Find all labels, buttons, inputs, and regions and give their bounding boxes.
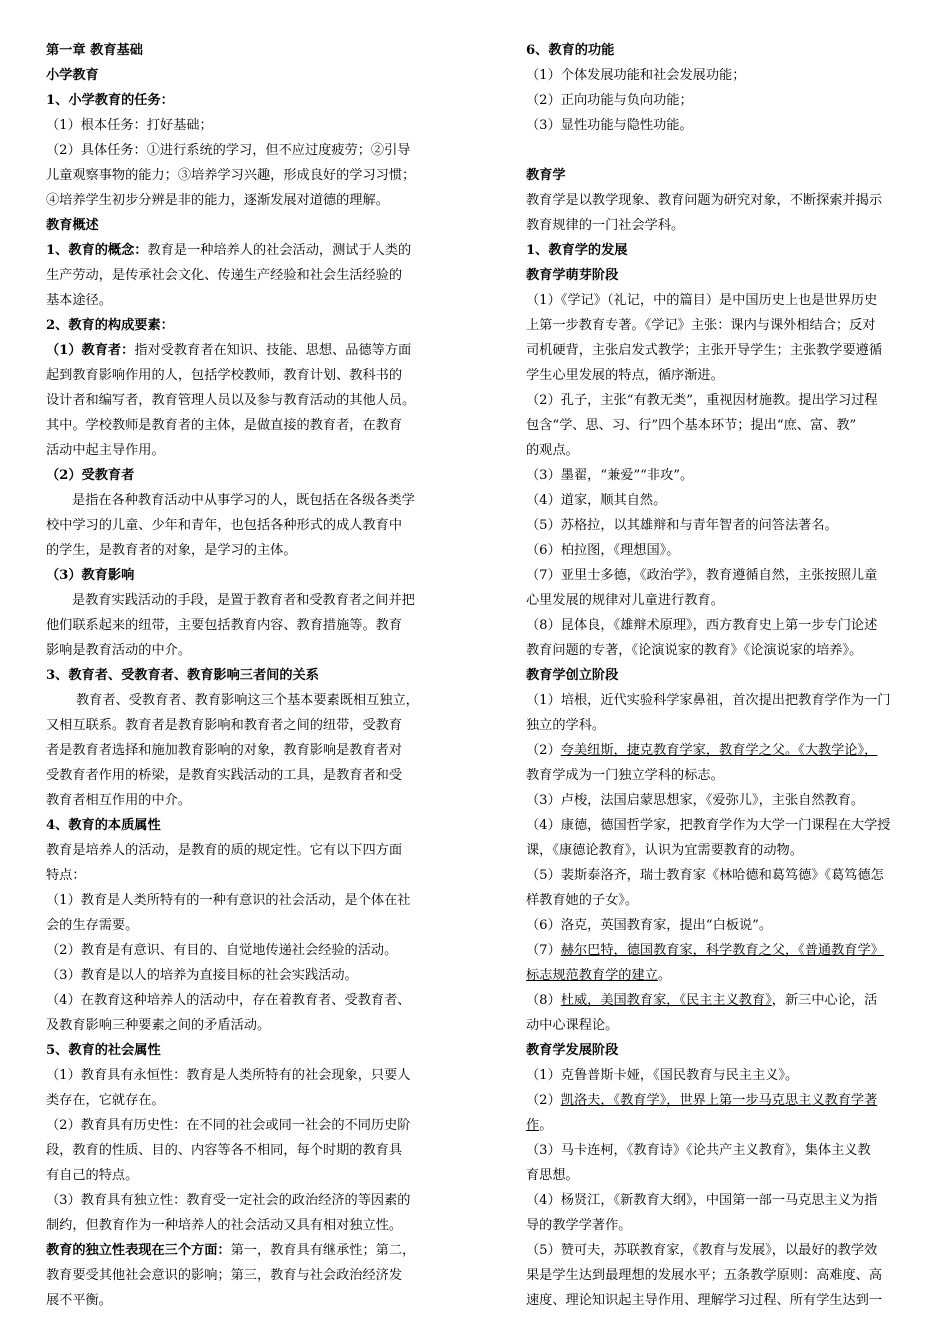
text-line: 样教育她的子女》。 [526,893,639,908]
section-heading: 教育学创立阶段 [526,668,619,683]
text-line: （1）克鲁普斯卡娅，《国民教育与民主主义》。 [526,1068,799,1083]
left-column [46,38,451,1313]
underlined-text: 作 [526,1118,540,1133]
text-line: 教育者相互作用的中介。 [46,793,192,808]
section-heading: 3、教育者、受教育者、教育影响三者间的关系 [46,668,319,683]
line-text: ，新三中心论，活 [771,993,878,1008]
text-line: 起到教育影响作用的人，包括学校教师，教育计划、教科书的 [46,368,403,383]
text-line: 影响是教育活动的中介。 [46,643,192,658]
text-line: 生产劳动，是传承社会文化、传递生产经验和社会生活经验的 [46,268,403,283]
inline-heading: （1）教育者： [46,343,135,358]
underlined-text: 赫尔巴特，德国教育家，科学教育之父，《普通教育学》 [560,943,884,958]
text-line: （3）卢梭，法国启蒙思想家，《爱弥儿》，主张自然教育。 [526,793,865,808]
text-line: （5）赞可夫，苏联教育家，《教育与发展》，以最好的教学效 [526,1243,878,1258]
text-line: （7）亚里士多德，《政治学》，教育遵循自然，主张按照儿童 [526,568,878,583]
text-line: 他们联系起来的纽带，主要包括教育内容、教育措施等。教育 [46,618,403,633]
text-line [46,1238,451,1263]
text-line: 育思想。 [526,1168,579,1183]
text-line: 学生心里发展的特点，循序渐进。 [526,368,724,383]
text-line: （1）教育具有永恒性：教育是人类所特有的社会现象，只要人 [46,1068,411,1083]
text-line: （6）柏拉图，《理想国》。 [526,543,680,558]
text-line: 果是学生达到最理想的发展水平；五条教学原则：高难度、高 [526,1268,883,1283]
line-text: 指对受教育者在知识、技能、思想、品德等方面 [134,343,412,358]
inline-heading: 教育的独立性表现在三个方面： [46,1243,231,1258]
text-line: （3）墨翟，“兼爱”“非攻”。 [526,468,694,483]
line-text: （7） [526,943,561,958]
text-line: 导的教学学著作。 [526,1218,632,1233]
text-line: 基本途径。 [46,293,112,308]
text-line: 课，《康德论教育》，认识为宜需要教育的动物。 [526,843,803,858]
text-line: （3）教育是以人的培养为直接目标的社会实践活动。 [46,968,358,983]
text-line: 独立的学科。 [526,718,606,733]
underlined-text: 夸美纽斯，捷克教育学家，教育学之父。《大教学论》， [560,743,878,758]
section-heading: 教育学发展阶段 [526,1043,619,1058]
text-line: 会的生存需要。 [46,918,139,933]
text-line: 又相互联系。教育者是教育影响和教育者之间的纽带，受教育 [46,718,403,733]
text-line: （5）裴斯泰洛齐，瑞士教育家《林哈德和葛笃德》《葛笃德怎 [526,868,884,883]
section-heading: 教育概述 [46,218,99,233]
text-line: 包含“学、思、习、行”四个基本环节；提出“庶、富、教” [526,418,857,433]
text-line: 心里发展的规律对儿童进行教育。 [526,593,724,608]
underlined-text: 凯洛夫，《教育学》，世界上第一步马克思主义教育学著 [560,1093,878,1108]
text-line: 及教育影响三种要素之间的矛盾活动。 [46,1018,271,1033]
text-line [526,738,924,763]
section-heading: 4、教育的本质属性 [46,818,161,833]
text-line: 教育规律的一门社会学科。 [526,218,685,233]
text-line [526,938,924,963]
text-line: 教育学是以教学现象、教育问题为研究对象，不断探索并揭示 [526,193,883,208]
text-line: （6）洛克，英国教育家，提出“白板说”。 [526,918,773,933]
text-line: 有自己的特点。 [46,1168,139,1183]
text-line: 司机硬背，主张启发式教学；主张开导学生；主张教学要遵循 [526,343,883,358]
text-line: 展不平衡。 [46,1293,112,1308]
text-line: （2）教育是有意识、有目的、自觉地传递社会经验的活动。 [46,943,398,958]
text-line [526,963,924,988]
section-heading: 2、教育的构成要素： [46,318,174,333]
text-line: （3）马卡连柯，《教育诗》《论共产主义教育》，集体主义教 [526,1143,871,1158]
text-line: 是教育实践活动的手段，是置于教育者和受教育者之间并把 [72,593,415,608]
section-heading: 5、教育的社会属性 [46,1043,161,1058]
text-line: 类存在，它就存在。 [46,1093,165,1108]
section-heading: 第一章 教育基础 [46,43,143,58]
text-line: 上第一步教育专著。《学记》主张：课内与课外相结合；反对 [526,318,876,333]
section-heading: （2）受教育者 [46,468,135,483]
text-line: （1）教育是人类所特有的一种有意识的社会活动，是个体在社 [46,893,411,908]
text-line: 设计者和编写者，教育管理人员以及参与教育活动的其他人员。 [46,393,416,408]
text-line: （2）孔子，主张“有教无类”，重视因材施教。提出学习过程 [526,393,878,408]
text-line: （4）康德，德国哲学家，把教育学作为大学一门课程在大学授 [526,818,891,833]
text-line: 是指在各种教育活动中从事学习的人，既包括在各级各类学 [72,493,415,508]
line-text: （8） [526,993,561,1008]
text-line: 其中。学校教师是教育者的主体，是做直接的教育者，在教育 [46,418,403,433]
line-text: 第一，教育具有继承性；第二， [230,1243,416,1258]
text-line: 教育要受其他社会意识的影响；第三，教育与社会政治经济发 [46,1268,403,1283]
line-text: 。 [657,968,672,983]
text-line: 特点： [46,868,86,883]
text-line [526,988,924,1013]
text-line: 段，教育的性质、目的、内容等各不相同，每个时期的教育具 [46,1143,403,1158]
section-heading: 教育学萌芽阶段 [526,268,619,283]
text-line: （3）教育具有独立性：教育受一定社会的政治经济的等因素的 [46,1193,411,1208]
text-line [46,238,451,263]
text-line: （4）杨贤江，《新教育大纲》，中国第一部一马克思主义为指 [526,1193,878,1208]
line-text: 。 [539,1118,553,1133]
blank-line [526,138,924,163]
text-line: （2）正向功能与负向功能； [526,93,693,108]
text-line: 教育学成为一门独立学科的标志。 [526,768,724,783]
text-line: 动中心课程论。 [526,1018,619,1033]
text-line: （1）个体发展功能和社会发展功能； [526,68,746,83]
underlined-text: 标志规范教育学的建立 [526,968,658,983]
text-line: 的观点。 [526,443,579,458]
text-line: （4）道家，顺其自然。 [526,493,667,508]
line-text: 教育是一种培养人的社会活动，测试于人类的 [147,243,412,258]
inline-heading: 1、教育的概念： [46,243,148,258]
text-line: 教育问题的专著，《论演说家的教育》《论演说家的培养》。 [526,643,863,658]
text-line: （1）《学记》（礼记，中的篇目）是中国历史上也是世界历史 [526,293,878,308]
text-line: （2）教育具有历史性：在不同的社会或同一社会的不同历史阶 [46,1118,411,1133]
section-heading: （3）教育影响 [46,568,135,583]
text-line: 的学生，是教育者的对象，是学习的主体。 [46,543,297,558]
text-line [526,1113,924,1138]
text-line [526,1088,924,1113]
text-line: 儿童观察事物的能力；③培养学习兴趣，形成良好的学习习惯； [46,168,416,183]
text-line: （1）根本任务：打好基础； [46,118,213,133]
text-line: 者是教育者选择和施加教育影响的对象，教育影响是教育者对 [46,743,403,758]
right-column [526,38,924,1313]
text-line: ④培养学生初步分辨是非的能力，逐渐发展对道德的理解。 [46,193,389,208]
text-line: 活动中起主导作用。 [46,443,165,458]
text-line: 速度、理论知识起主导作用、理解学习过程、所有学生达到一 [526,1293,883,1308]
section-heading: 教育学 [526,168,566,183]
text-line: （4）在教育这种培养人的活动中，存在着教育者、受教育者、 [46,993,411,1008]
text-line: 教育者、受教育者、教育影响这三个基本要素既相互独立， [76,693,419,708]
text-line [46,338,451,363]
section-heading: 1、教育学的发展 [526,243,628,258]
text-line: （3）显性功能与隐性功能。 [526,118,693,133]
text-line: 校中学习的儿童、少年和青年，也包括各种形式的成人教育中 [46,518,403,533]
text-line: （1）培根，近代实验科学家鼻祖，首次提出把教育学作为一门 [526,693,891,708]
text-line: （5）苏格拉，以其雄辩和与青年智者的问答法著名。 [526,518,838,533]
line-text: （2） [526,743,561,758]
text-line: 制约，但教育作为一种培养人的社会活动又具有相对独立性。 [46,1218,403,1233]
section-heading: 1、小学教育的任务： [46,93,174,108]
text-line: 受教育者作用的桥梁，是教育实践活动的工具，是教育者和受 [46,768,403,783]
text-line: （8）昆体良，《雄辩术原理》，西方教育史上第一步专门论述 [526,618,878,633]
section-heading: 6、教育的功能 [526,43,615,58]
underlined-text: 杜威，美国教育家，《民主主义教育》 [560,993,772,1008]
text-line: （2）具体任务：①进行系统的学习，但不应过度疲劳；②引导 [46,143,411,158]
line-text: （2） [526,1093,561,1108]
text-line: 教育是培养人的活动，是教育的质的规定性。它有以下四方面 [46,843,403,858]
section-heading: 小学教育 [46,68,99,83]
